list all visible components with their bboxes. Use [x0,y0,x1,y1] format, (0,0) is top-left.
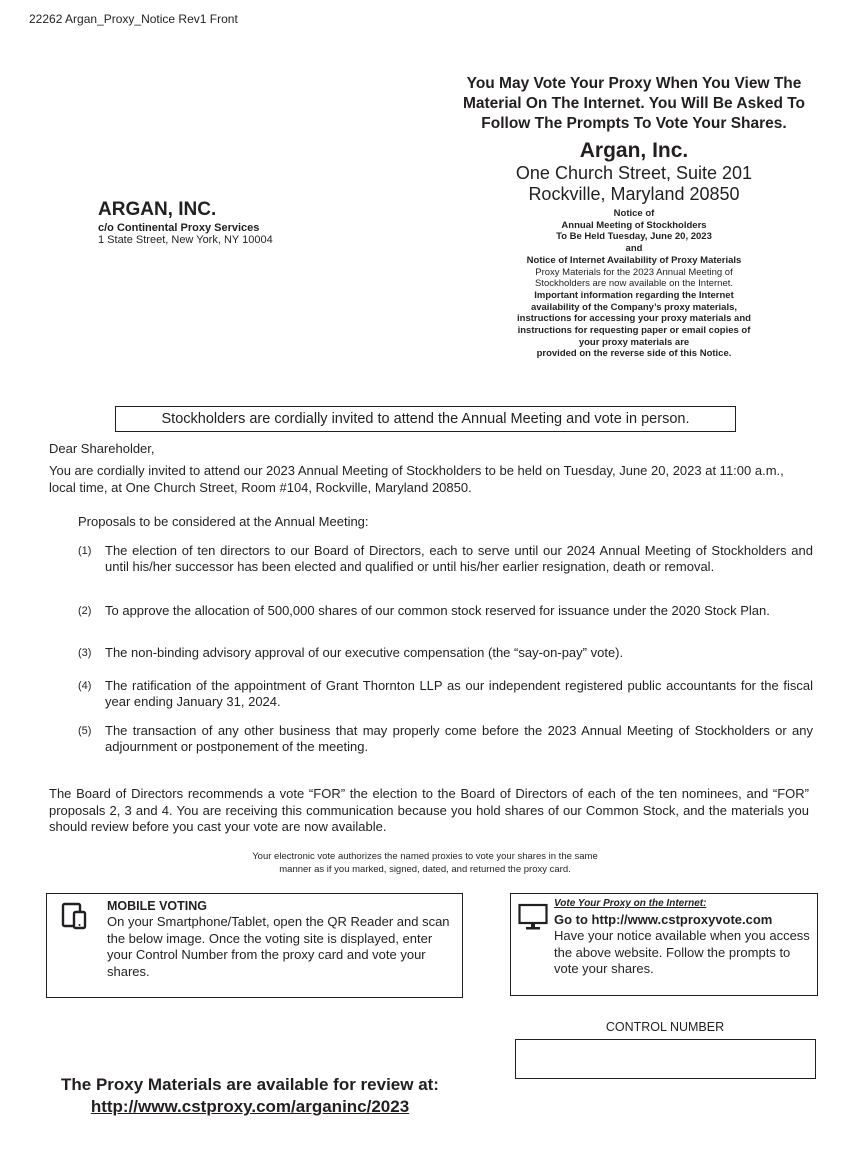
vote-headline-line: You May Vote Your Proxy When You View The [466,75,802,92]
review-link[interactable]: http://www.cstproxy.com/arganinc/2023 [90,1097,410,1116]
notice-line: instructions for requesting paper or email copies of [517,325,751,337]
proposal-item [78,723,813,755]
notice-line: Notice of Internet Availability of Proxy Materials [526,254,742,266]
notice-line: Stockholders are now available on the Internet. [534,278,734,290]
board-recommendation: The Board of Directors recommends a vote “FOR” the election to the Board of Directors of each of the ten nominees, and “FOR” proposals 2, 3 and 4. You are receiving this communication because you hold shares of our Common Stock, and the materials you should review before you cast your vote are now available. [49,786,809,834]
proposal-text: The non-binding advisory approval of our executive compensation (the “say-on-pay” vote). [105,645,624,660]
internet-voting-title: Vote Your Proxy on the Internet: [554,898,707,909]
internet-voting-box [510,893,818,996]
greeting: Dear Shareholder, [49,441,155,456]
proposal-number: (4) [78,680,92,692]
mobile-devices-icon [61,902,89,930]
review-block [30,1074,470,1118]
proposal-number: (2) [78,605,92,617]
mobile-voting-title: MOBILE VOTING [107,899,207,913]
notice-line: Annual Meeting of Stockholders [561,219,707,231]
internet-voting-url[interactable]: Go to http://www.cstproxyvote.com [554,912,773,927]
sender-care-of: c/o Continental Proxy Services [98,222,260,234]
notice-line: To Be Held Tuesday, June 20, 2023 [556,231,712,243]
review-line: The Proxy Materials are available for review at: [61,1075,439,1094]
company-block [440,139,828,360]
electronic-vote-line: manner as if you marked, signed, dated, and returned the proxy card. [279,863,571,875]
document-id: 22262 Argan_Proxy_Notice Rev1 Front [29,12,238,26]
proposal-number: (3) [78,647,92,659]
control-number-field[interactable] [515,1039,816,1079]
proposal-item [78,543,813,575]
meeting-notice [440,208,828,360]
mobile-voting-text: On your Smartphone/Tablet, open the QR Reader and scan the below image. Once the voting site is displayed, enter your Control Number from the proxy card and vote your shares. [107,914,450,979]
notice-line: your proxy materials are [578,336,690,348]
mobile-voting-box [46,893,463,998]
sender-address: 1 State Street, New York, NY 10004 [98,234,273,246]
electronic-vote-note [200,851,650,876]
notice-line: Notice of [613,208,655,219]
proposal-text: To approve the allocation of 500,000 shares of our common stock reserved for issuance under the 2020 Stock Plan. [105,603,770,618]
notice-line: instructions for accessing your proxy materials and [517,313,751,325]
proposal-number: (1) [78,545,92,557]
proposal-text: The transaction of any other business that may properly come before the 2023 Annual Meeting of Stockholders or any adjournment or postponement of the meeting. [105,723,813,754]
sender-address-block [98,199,273,246]
company-address-line2: Rockville, Maryland 20850 [528,184,740,204]
proposal-item [78,603,813,619]
notice-line: availability of the Company’s proxy materials, [530,301,738,313]
proposal-number: (5) [78,725,92,737]
invite-banner: Stockholders are cordially invited to attend the Annual Meeting and vote in person. [115,406,736,432]
control-number-label: CONTROL NUMBER [605,1020,725,1034]
vote-headline-line: Follow The Prompts To Vote Your Shares. [481,115,787,132]
notice-line: and [625,243,643,255]
proposals-title: Proposals to be considered at the Annual Meeting: [78,514,369,529]
sender-name: ARGAN, INC. [98,199,217,220]
proposal-item [78,645,813,661]
internet-voting-text: Have your notice available when you access the above website. Follow the prompts to vote your shares. [554,928,810,976]
proposal-text: The election of ten directors to our Board of Directors, each to serve until our 2024 Annual Meeting of Stockholders and until his/her successor has been elected and qualified or until his/her earlier resignation, death or removal. [105,543,813,574]
company-name: Argan, Inc. [579,139,689,162]
monitor-icon [518,903,548,931]
intro-paragraph: You are cordially invited to attend our 2023 Annual Meeting of Stockholders to be held on Tuesday, June 20, 2023 at 11:00 a.m., local time, at One Church Street, Room #104, Rockville, Maryland 20850. [49,463,784,495]
proposal-item [78,678,813,710]
notice-line: provided on the reverse side of this Notice. [536,348,732,360]
electronic-vote-line: Your electronic vote authorizes the named proxies to vote your shares in the same [252,851,598,862]
company-address-line1: One Church Street, Suite 201 [515,163,753,183]
notice-line: Proxy Materials for the 2023 Annual Meeting of [535,266,733,278]
vote-headline-line: Material On The Internet. You Will Be Asked To [462,95,806,112]
vote-headline [440,74,828,134]
proposal-text: The ratification of the appointment of Grant Thornton LLP as our independent registered public accountants for the fiscal year ending January 31, 2024. [105,678,813,709]
notice-line: Important information regarding the Internet [534,289,734,301]
